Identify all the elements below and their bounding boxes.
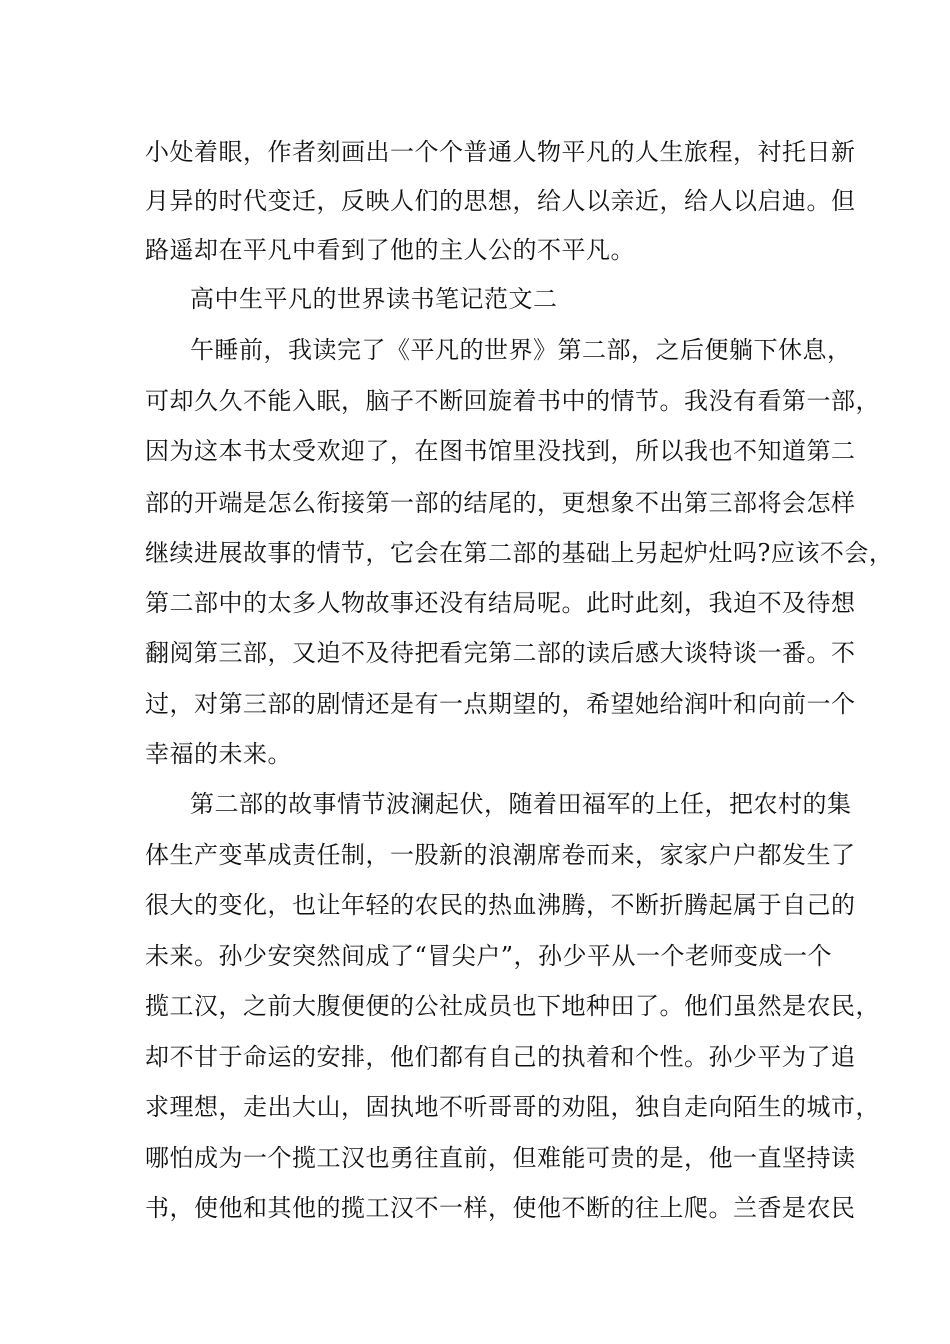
text-line: 书，使他和其他的揽工汉不一样，使他不断的往上爬。兰香是农民 [145,1194,856,1222]
text-line: 部的开端是怎么衔接第一部的结尾的，更想象不出第三部将会怎样 [145,489,856,517]
text-line: 因为这本书太受欢迎了，在图书馆里没找到，所以我也不知道第二 [145,437,856,465]
text-line: 可却久久不能入眠，脑子不断回旋着书中的情节。我没有看第一部， [145,387,880,415]
text-line: 未来。孙少安突然间成了“冒尖户”，孙少平从一个老师变成一个 [145,942,833,970]
text-line: 哪怕成为一个揽工汉也勇往直前，但难能可贵的是，他一直坚持读 [145,1144,856,1172]
text-line: 第二部中的太多人物故事还没有结局呢。此时此刻，我迫不及待想 [145,589,856,617]
text-line: 月异的时代变迁，反映人们的思想，给人以亲近，给人以启迪。但 [145,187,856,215]
text-line: 很大的变化，也让年轻的农民的热血沸腾，不断折腾起属于自己的 [145,891,856,919]
text-line: 路遥却在平凡中看到了他的主人公的不平凡。 [145,236,635,264]
text-line: 第二部的故事情节波澜起伏，随着田福军的上任，把农村的集 [190,790,852,818]
text-line: 小处着眼，作者刻画出一个个普通人物平凡的人生旅程，衬托日新 [145,138,856,166]
text-line: 揽工汉，之前大腹便便的公社成员也下地种田了。他们虽然是农民， [145,992,880,1020]
text-line: 过，对第三部的剧情还是有一点期望的，希望她给润叶和向前一个 [145,690,856,718]
section-heading: 高中生平凡的世界读书笔记范文二 [190,285,558,313]
text-line: 午睡前，我读完了《平凡的世界》第二部，之后便躺下休息， [190,336,852,364]
text-line: 翻阅第三部，又迫不及待把看完第二部的读后感大谈特谈一番。不 [145,639,856,667]
text-line: 继续进展故事的情节，它会在第二部的基础上另起炉灶吗?应该不会， [145,539,894,567]
text-line: 求理想，走出大山，固执地不听哥哥的劝阻，独自走向陌生的城市， [145,1093,880,1121]
text-line: 幸福的未来。 [145,740,292,768]
text-line: 却不甘于命运的安排，他们都有自己的执着和个性。孙少平为了追 [145,1043,856,1071]
text-line: 体生产变革成责任制，一股新的浪潮席卷而来，家家户户都发生了 [145,841,856,869]
